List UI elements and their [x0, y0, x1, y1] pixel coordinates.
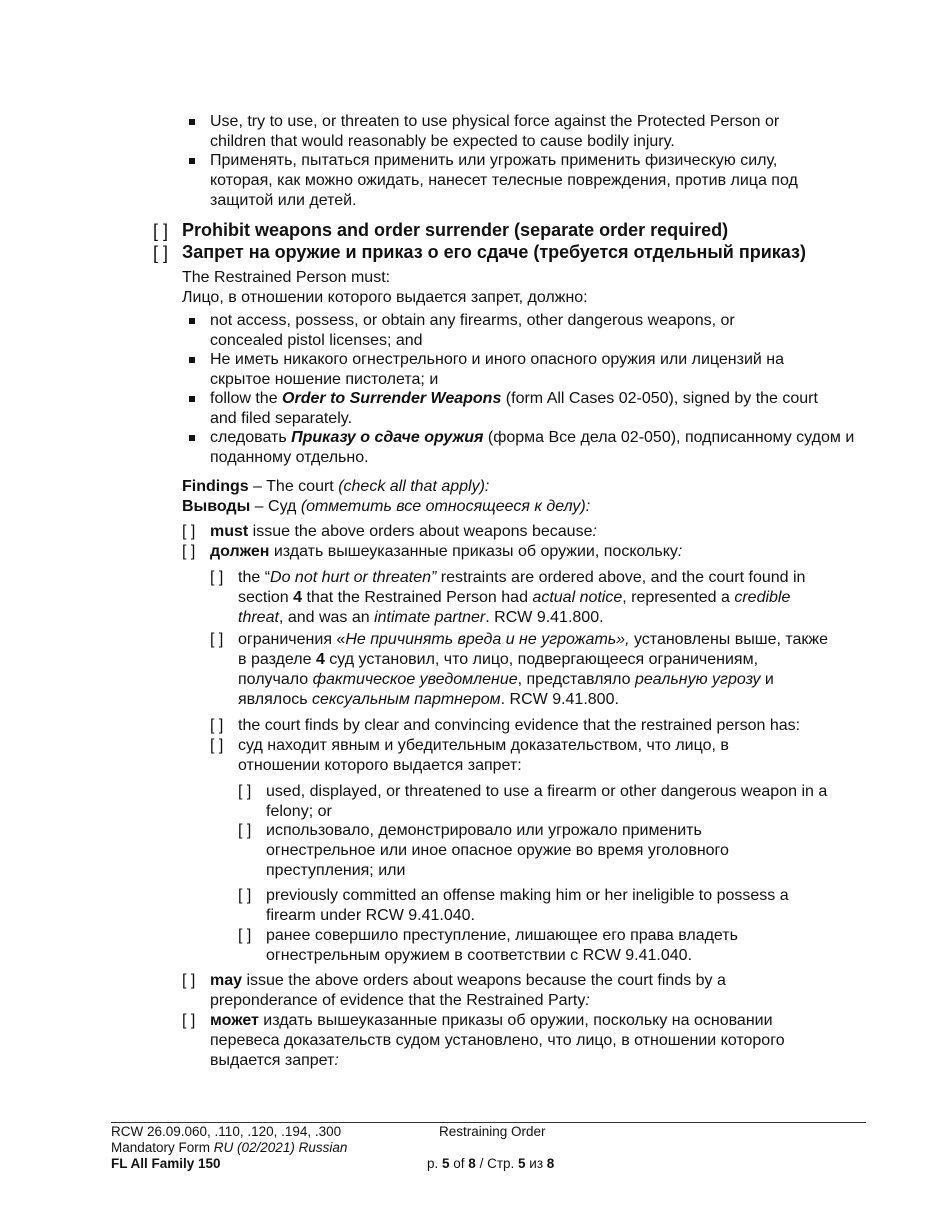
prev-offense-ru: ранее совершило преступление, лишающее его права владеть огнестрельным оружием в соответствии с RCW 9.41.040.	[266, 927, 738, 964]
weapons-checkbox-ru[interactable]: [ ]	[153, 243, 169, 263]
bullet-text: Применять, пытаться применить или угрожать применить физическую силу, которая, как можно ожидать, нанесет телесные повреждения, против лица под защитой или детей.	[210, 152, 798, 209]
used-weapon-checkbox[interactable]: [ ]	[238, 783, 252, 800]
order-surrender-title-ru: Приказу о сдаче оружия	[291, 429, 484, 446]
restraints-en: the “Do not hurt or threaten” restraints are ordered above, and the court found in section 4 that the Restrained Person had actual notice, represented a credible threat, and was an intimate partner. RCW 9.41.800.	[238, 569, 806, 626]
used-weapon-ru: использовало, демонстрировало или угрожало применить огнестрельное или иное опасное оружие во время уголовного преступления; или	[266, 822, 729, 879]
must-issue-ru: должен издать вышеуказанные приказы об оружии, поскольку:	[210, 543, 683, 560]
may-issue-en: may issue the above orders about weapons because the court finds by a preponderance of evidence that the Restrained Party:	[210, 972, 726, 1009]
bullet-marker	[189, 119, 195, 125]
may-issue-checkbox-ru[interactable]: [ ]	[182, 1012, 196, 1029]
bullet-marker	[189, 435, 195, 441]
clear-evidence-checkbox[interactable]: [ ]	[210, 717, 224, 734]
footer-mandatory: Mandatory Form RU (02/2021) Russian	[111, 1140, 348, 1155]
bullet-marker	[189, 396, 195, 402]
bullet-marker	[189, 357, 195, 363]
prev-offense-checkbox-ru[interactable]: [ ]	[238, 927, 252, 944]
used-weapon-checkbox-ru[interactable]: [ ]	[238, 822, 252, 839]
bullet-text: Не иметь никакого огнестрельного и иного опасного оружия или лицензий на скрытое ношение пистолета; и	[210, 351, 785, 388]
must-issue-checkbox[interactable]: [ ]	[182, 523, 196, 540]
footer-divider	[111, 1122, 866, 1123]
prev-offense-en: previously committed an offense making him or her ineligible to possess a firearm under RCW 9.41.040.	[266, 887, 789, 924]
footer-page-number: p. 5 of 8 / Стр. 5 из 8	[427, 1156, 555, 1171]
used-weapon-en: used, displayed, or threatened to use a firearm or other dangerous weapon in a felony; or	[266, 783, 828, 820]
may-issue-checkbox[interactable]: [ ]	[182, 972, 196, 989]
bullet-text: not access, possess, or obtain any firearms, other dangerous weapons, or concealed pistol licenses; and	[210, 312, 735, 349]
findings-ru: Выводы – Суд (отметить все относящееся к делу):	[182, 498, 591, 515]
must-issue-checkbox-ru[interactable]: [ ]	[182, 543, 196, 560]
may-issue-ru: может издать вышеуказанные приказы об оружии, поскольку на основании перевеса доказательств судом установлено, что лицо, в отношении которого выдается запрет:	[210, 1012, 785, 1069]
footer-rcw: RCW 26.09.060, .110, .120, .194, .300	[111, 1124, 342, 1139]
clear-evidence-ru: суд находит явным и убедительным доказательством, что лицо, в отношении которого выдается запрет:	[238, 737, 729, 774]
restraints-checkbox[interactable]: [ ]	[210, 569, 224, 586]
bullet-text: следовать Приказу о сдаче оружия (форма Все дела 02-050), подписанному судом и поданному отдельно.	[210, 429, 855, 466]
bullet-marker	[189, 318, 195, 324]
clear-evidence-en: the court finds by clear and convincing evidence that the restrained person has:	[238, 717, 801, 734]
must-intro-en: The Restrained Person must:	[182, 269, 391, 286]
footer-title: Restraining Order	[439, 1124, 546, 1139]
bullet-text: Use, try to use, or threaten to use physical force against the Protected Person or children that would reasonably be expected to cause bodily injury.	[210, 113, 780, 150]
findings-en: Findings – The court (check all that apply):	[182, 478, 490, 495]
prev-offense-checkbox[interactable]: [ ]	[238, 887, 252, 904]
must-issue-en: must issue the above orders about weapons because:	[210, 523, 597, 540]
footer-form-id: FL All Family 150	[111, 1156, 221, 1171]
restraints-checkbox-ru[interactable]: [ ]	[210, 631, 224, 648]
bullet-text: follow the Order to Surrender Weapons (form All Cases 02-050), signed by the court and filed separately.	[210, 390, 818, 427]
bullet-marker	[189, 158, 195, 164]
weapons-heading-en: Prohibit weapons and order surrender (separate order required)	[182, 220, 729, 240]
clear-evidence-checkbox-ru[interactable]: [ ]	[210, 737, 224, 754]
must-intro-ru: Лицо, в отношении которого выдается запрет, должно:	[182, 289, 588, 306]
restraints-ru: ограничения «Не причинять вреда и не угрожать», установлены выше, также в разделе 4 суд установил, что лицо, подвергающееся ограничениям, получало фактическое уведомление, представляло реальную угрозу и являлось сексуальным партнером. RCW 9.41.800.	[238, 631, 828, 708]
order-surrender-title: Order to Surrender Weapons	[282, 390, 502, 407]
weapons-heading-ru: Запрет на оружие и приказ о его сдаче (требуется отдельный приказ)	[182, 242, 806, 262]
weapons-checkbox[interactable]: [ ]	[153, 221, 169, 241]
